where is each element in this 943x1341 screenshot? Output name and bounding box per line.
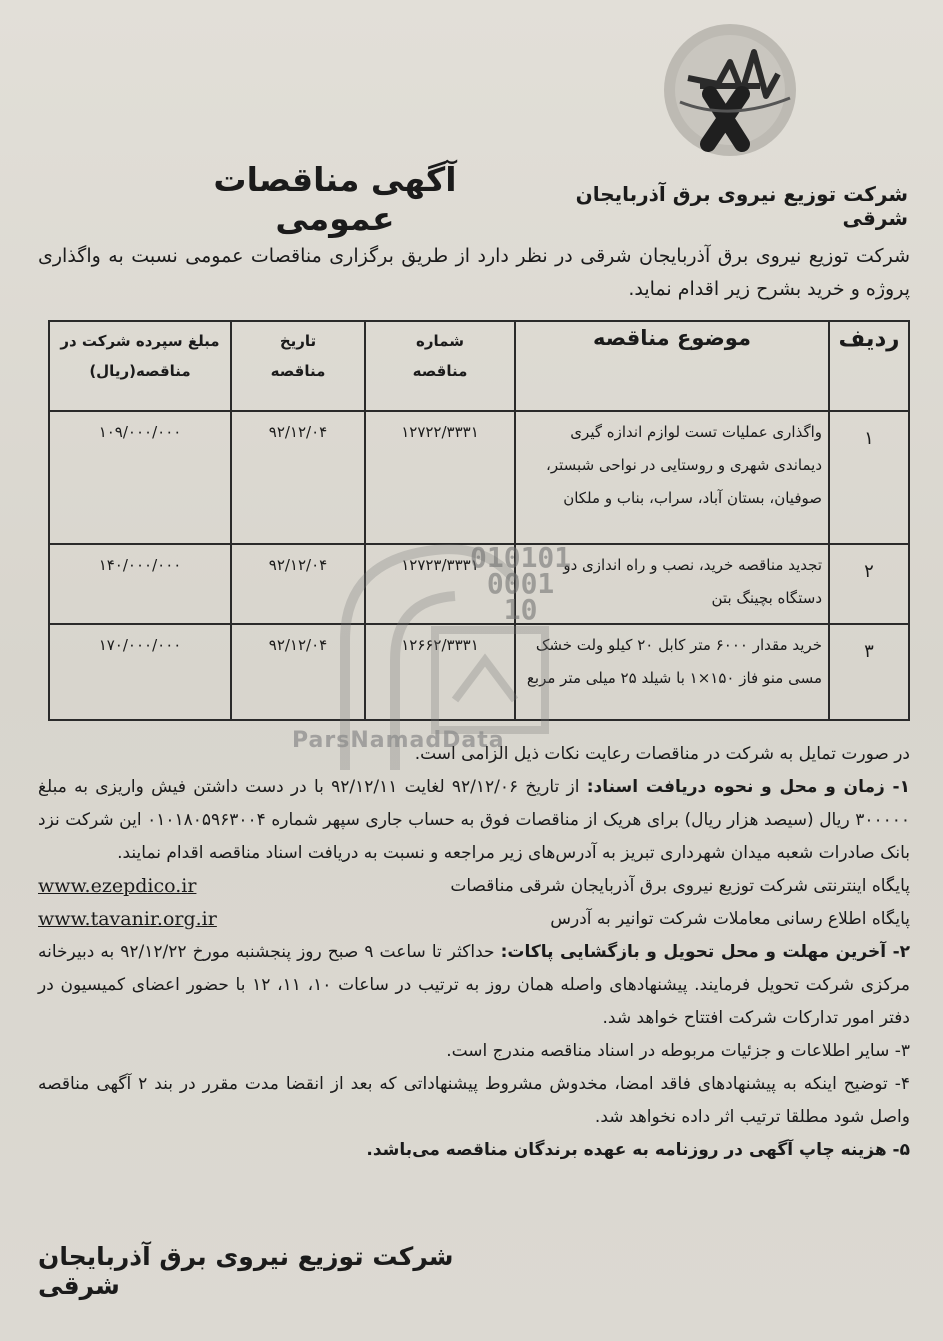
row-tender-date: ۹۲/۱۲/۰۴ <box>231 411 365 544</box>
conditions-section <box>38 738 910 1167</box>
row-tender-date: ۹۲/۱۲/۰۴ <box>231 624 365 720</box>
watermark-digits <box>470 541 572 626</box>
row-number: ۱ <box>829 411 909 544</box>
header-date-line2: مناقصه <box>270 362 326 380</box>
row-deposit-amount: ۱۷۰/۰۰۰/۰۰۰ <box>49 624 231 720</box>
company-name: شرکت توزیع نیروی برق آذربایجان شرقی <box>575 182 908 230</box>
row-tender-date: ۹۲/۱۲/۰۴ <box>231 544 365 624</box>
table-row <box>49 624 909 720</box>
condition-item-1 <box>38 771 910 870</box>
website-1-label: پایگاه اینترنتی شرکت توزیع نیروی برق آذربایجان شرقی مناقصات <box>450 876 910 896</box>
header-tender-date <box>231 321 365 411</box>
table-header-row <box>49 321 909 411</box>
website-1-link[interactable]: www.ezepdico.ir <box>38 875 197 897</box>
row-tender-number: ۱۲۷۲۲/۳۳۳۱ <box>365 411 515 544</box>
row-number: ۳ <box>829 624 909 720</box>
condition-item-5: ۵- هزینه چاپ آگهی در روزنامه به عهده برندگان مناقصه می‌باشد. <box>366 1140 910 1160</box>
table-row <box>49 411 909 544</box>
row-subject: خرید مقدار ۶۰۰۰ متر کابل ۲۰ کیلو ولت خشک مسی منو فاز ۱۵۰×۱ با شیلد ۲۵ میلی متر مربع <box>515 624 829 720</box>
header-number-line2: مناقصه <box>412 362 468 380</box>
header-number-line1: شماره <box>416 332 464 350</box>
condition-1-title: ۱- زمان و محل و نحوه دریافت اسناد: <box>586 777 910 797</box>
intro-paragraph: شرکت توزیع نیروی برق آذربایجان شرقی در نظر دارد از طریق برگزاری مناقصات عمومی نسبت به واگذاری پروژه و خرید بشرح زیر اقدام نماید. <box>38 245 910 300</box>
website-row-1 <box>38 870 910 903</box>
website-row-2 <box>38 903 910 936</box>
row-deposit-amount: ۱۰۹/۰۰۰/۰۰۰ <box>49 411 231 544</box>
header-tender-number <box>365 321 515 411</box>
conditions-lead: در صورت تمایل به شرکت در مناقصات رعایت نکات ذیل الزامی است. <box>414 744 910 764</box>
website-2-link[interactable]: www.tavanir.org.ir <box>38 908 217 930</box>
watermark-text: ParsNamadData <box>292 728 505 753</box>
row-number: ۲ <box>829 544 909 624</box>
condition-item-3: ۳- سایر اطلاعات و جزئیات مربوطه در اسناد مناقصه مندرج است. <box>446 1041 910 1061</box>
condition-item-2 <box>38 936 910 1035</box>
condition-2-title: ۲- آخرین مهلت و محل تحویل و بازگشایی پاکات: <box>500 942 911 962</box>
company-logo-icon <box>650 22 810 172</box>
watermark-digits-line3: 10 <box>503 593 538 626</box>
row-tender-number: ۱۲۶۶۲/۳۳۳۱ <box>365 624 515 720</box>
watermark-digits-line2: 0001 <box>486 567 555 600</box>
company-signature: شرکت توزیع نیروی برق آذربایجان شرقی <box>38 1242 454 1300</box>
condition-2-text: حداکثر تا ساعت ۹ صبح روز پنجشنبه مورخ ۹۲/۱۲/۲۲ به دبیرخانه مرکزی شرکت تحویل فرمایند. پیشنهادهای واصله همان روز به ترتیب در ساعات ۱۰، ۱۱، ۱۲ با حضور اعضای کمیسیون در دفتر امور تدارکات شرکت افتتاح خواهد شد. <box>38 942 911 1028</box>
row-subject: واگذاری عملیات تست لوازم اندازه گیری دیماندی شهری و روستایی در نواحی شبستر، صوفیان، بستان آباد، سراب، بناب و ملکان <box>515 411 829 544</box>
header-amount-line2: مناقصه(ریال) <box>89 362 191 380</box>
header-date-line1: تاریخ <box>279 332 317 350</box>
page-title: آگهی مناقصات عمومی <box>213 160 457 238</box>
condition-item-4: ۴- توضیح اینکه به پیشنهادهای فاقد امضا، مخدوش مشروط پیشنهاداتی که بعد از انقضا مدت مقرر در بند ۲ آگهی مناقصه واصل شود مطلقا ترتیب اثر داده نخواهد شد. <box>38 1074 911 1127</box>
website-2-label: پایگاه اطلاع رسانی معاملات شرکت توانیر به آدرس <box>550 909 910 929</box>
header-deposit-amount <box>49 321 231 411</box>
condition-1-text: از تاریخ ۹۲/۱۲/۰۶ لغایت ۹۲/۱۲/۱۱ با در دست داشتن فیش واریزی به مبلغ ۳۰۰۰۰۰ ریال (سیصد هزار ریال) برای هریک از مناقصات فوق به حساب جاری سپهر شماره ۰۱۰۱۸۰۵۹۶۳۰۰۴ این شرکت نزد بانک صادرات شعبه میدان شهرداری تبریز به آدرس‌های زیر مراجعه و نسبت به دریافت اسناد مناقصه اقدام نمایند. <box>38 777 910 863</box>
header-amount-line1: مبلغ سپرده شرکت در <box>60 332 220 350</box>
header-subject: موضوع مناقصه <box>515 321 829 411</box>
row-tender-number: ۱۲۷۲۳/۳۳۳۱ <box>365 544 515 624</box>
header-row-number: ردیف <box>829 321 909 411</box>
row-subject: تجدید مناقصه خرید، نصب و راه اندازی دو دستگاه بچینگ بتن <box>515 544 829 624</box>
tenders-table <box>48 320 910 721</box>
row-deposit-amount: ۱۴۰/۰۰۰/۰۰۰ <box>49 544 231 624</box>
watermark-digits-line1: 010101 <box>470 541 572 574</box>
